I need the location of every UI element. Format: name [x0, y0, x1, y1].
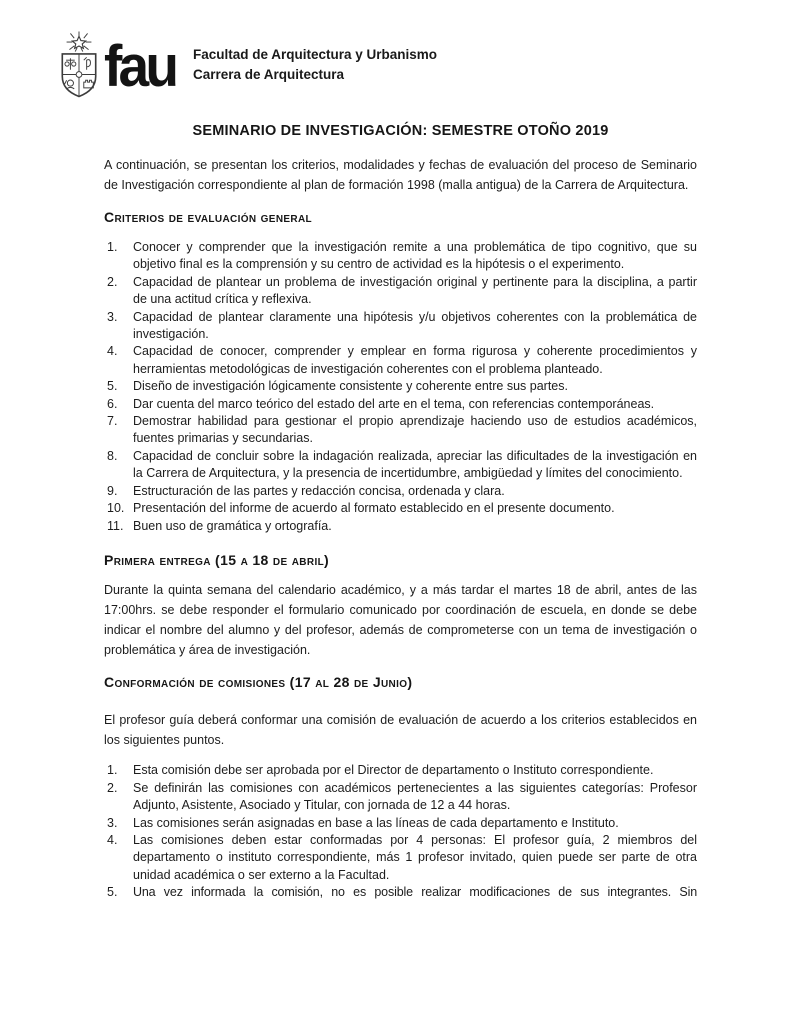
list-item-number: 4. [107, 344, 118, 359]
list-item-text: Conocer y comprender que la investigación remite a una problemática de tipo cognitivo, que su objetivo final es la comprensión y su centro de actividad es la hipótesis o el experimento. [133, 240, 697, 272]
list-item-text: Estructuración de las partes y redacción concisa, ordenada y clara. [133, 483, 505, 498]
list-item [104, 309, 697, 344]
list-item [104, 396, 697, 413]
fau-logo: fau [104, 34, 176, 99]
primera-entrega-paragraph: Durante la quinta semana del calendario académico, y a más tardar el martes 18 de abril, antes de las 17:00hrs. se debe responder el formulario comunicado por coordinación de escuela, en donde se debe indicar el nombre del alumno y del profesor, además de comprometerse con un tema de investigación o problemática y área de investigación. [104, 582, 697, 657]
faculty-name: Facultad de Arquitectura y Urbanismo [193, 47, 438, 62]
list-item-number: 1. [107, 763, 118, 778]
list-item [104, 413, 697, 448]
list-item [104, 483, 697, 500]
list-item-number: 2. [107, 780, 118, 795]
list-item-text: Una vez informada la comisión, no es posible realizar modificaciones de sus integrantes. Sin [133, 885, 697, 900]
list-item [104, 518, 697, 535]
list-item [104, 884, 697, 901]
list-item [104, 378, 697, 395]
list-item-text: Demostrar habilidad para gestionar el propio aprendizaje haciendo uso de estudios académicos, fuentes primarias y secundarias. [133, 414, 697, 446]
list-item-number: 7. [107, 414, 118, 429]
list-item-text: Diseño de investigación lógicamente consistente y coherente entre sus partes. [133, 379, 568, 394]
list-item-text: Dar cuenta del marco teórico del estado del arte en el tema, con referencias contemporáneas. [133, 396, 655, 411]
section-heading-criterios: Criterios de evaluación general [104, 209, 313, 225]
list-item-number: 3. [107, 309, 118, 324]
commissions-list [104, 762, 697, 901]
list-item [104, 500, 697, 517]
list-item-text: Presentación del informe de acuerdo al formato establecido en el presente documento. [133, 501, 615, 516]
list-item [104, 832, 697, 884]
list-item-text: Capacidad de concluir sobre la indagación realizada, apreciar las dificultades de la investigación en la Carrera de Arquitectura, y la presencia de incertidumbre, ambigüedad y límites del conocimiento. [133, 448, 697, 481]
list-item [104, 343, 697, 378]
list-item-text: Las comisiones serán asignadas en base a las líneas de cada departamento e Instituto. [133, 815, 619, 830]
list-item-number: 8. [107, 448, 118, 463]
intro-paragraph: A continuación, se presentan los criterios, modalidades y fechas de evaluación del proceso de Seminario de Investigación correspondiente al plan de formación 1998 (malla antigua) de la Carrera de Arquitectura. [104, 158, 697, 192]
list-item-number: 2. [107, 274, 118, 289]
list-item-number: 5. [107, 885, 118, 900]
list-item-text: Capacidad de conocer, comprender y emplear en forma rigurosa y coherente procedimientos y herramientas metodológicas de investigación coherentes con el problema planteado. [133, 344, 697, 376]
list-item-text: Se definirán las comisiones con académicos pertenecientes a las siguientes categorías: Profesor Adjunto, Asistente, Asociado y Titular, con jornada de 12 a 44 horas. [133, 780, 697, 813]
document-header [58, 30, 697, 98]
list-item [104, 780, 697, 815]
program-name: Carrera de Arquitectura [193, 67, 345, 82]
list-item-number: 5. [107, 379, 118, 394]
list-item-number: 11. [107, 518, 124, 533]
list-item [104, 815, 697, 832]
list-item [104, 448, 697, 483]
list-item [104, 239, 697, 274]
list-item-text: Buen uso de gramática y ortografía. [133, 518, 332, 533]
list-item-number: 4. [107, 833, 118, 848]
list-item-number: 1. [107, 240, 118, 254]
page-title: SEMINARIO DE INVESTIGACIÓN: SEMESTRE OTOÑO 2019 [192, 123, 609, 139]
list-item-number: 6. [107, 396, 118, 411]
list-item-text: Capacidad de plantear claramente una hipótesis y/u objetivos coherentes con la problemática de investigación. [133, 309, 697, 342]
list-item [104, 762, 697, 779]
section-heading-conformacion: Conformación de comisiones (17 al 28 de Junio) [104, 673, 413, 690]
list-item-number: 9. [107, 483, 118, 498]
university-shield-icon [58, 30, 100, 98]
section-heading-primera-entrega: Primera entrega (15 a 18 de abril) [104, 551, 330, 568]
list-item-text: Esta comisión debe ser aprobada por el Director de departamento o Instituto correspondiente. [133, 763, 654, 778]
list-item-text: Las comisiones deben estar conformadas por 4 personas: El profesor guía, 2 miembros del departamento o instituto correspondiente, más 1 profesor invitado, quien puede ser parte de otra unidad académica o ser externo a la Facultad. [133, 833, 697, 882]
list-item-number: 3. [107, 815, 118, 830]
list-item-number: 10. [107, 501, 125, 516]
organization-block [193, 30, 437, 85]
conformacion-paragraph: El profesor guía deberá conformar una comisión de evaluación de acuerdo a los criterios establecidos en los siguientes puntos. [104, 712, 697, 747]
list-item-text: Capacidad de plantear un problema de investigación original y pertinente para la disciplina, a partir de una actitud crítica y reflexiva. [133, 274, 697, 307]
criteria-list [104, 239, 697, 535]
list-item [104, 274, 697, 309]
